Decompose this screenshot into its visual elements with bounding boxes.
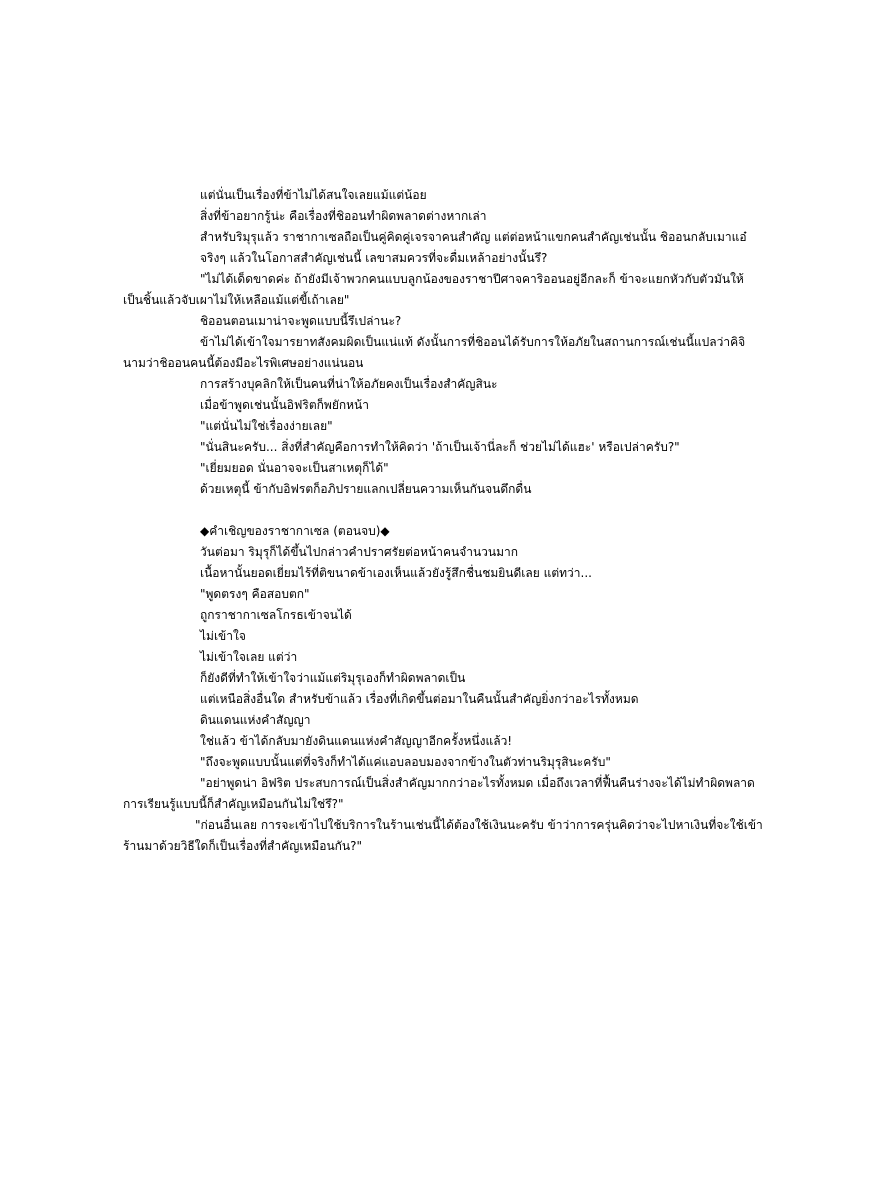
paragraph: สำหรับริมุรุแล้ว ราชากาเซลถือเป็นคู่คิดคู่เจรจาคนสำคัญ แต่ต่อหน้าแขกคนสำคัญเช่นนั้น ชิออนกลับเมาแอ๋ [200, 230, 747, 244]
paragraph: "ถึงจะพูดแบบนั้นแต่ที่จริงก็ทำได้แค่แอบลอบมองจากข้างในตัวท่านริมุรุสินะครับ" [200, 755, 611, 769]
paragraph: "ไม่ได้เด็ดขาดค่ะ ถ้ายังมีเจ้าพวกคนแบบลูกน้องของราชาปีศาจคาริออนอยู่อีกละก็ ข้าจะแยกหัวกับตัวมันให้เป็นชิ้นแล้วจับเผาไม่ให้เหลือแม้แต่ขี้เถ้าเลย" [123, 272, 744, 307]
paragraph: "พูดตรงๆ คือสอบตก" [200, 587, 310, 601]
paragraph: ชิออนตอนเมาน่าจะพูดแบบนี้รึเปล่านะ? [200, 314, 402, 328]
paragraph: ก็ยังดีที่ทำให้เข้าใจว่าแม้แต่ริมุรุเองก็ทำผิดพลาดเป็น [200, 671, 466, 685]
document-body [123, 185, 763, 857]
paragraph: ถูกราชากาเซลโกรธเข้าจนได้ [200, 608, 352, 622]
paragraph: แต่เหนือสิ่งอื่นใด สำหรับข้าแล้ว เรื่องที่เกิดขึ้นต่อมาในคืนนั้นสำคัญยิ่งกว่าอะไรทั้งหมด [200, 692, 639, 706]
paragraph: แต่นั่นเป็นเรื่องที่ข้าไม่ได้สนใจเลยแม้แต่น้อย [200, 188, 427, 202]
paragraph: ด้วยเหตุนี้ ข้ากับอิฟรตก็อภิปรายแลกเปลี่ยนความเห็นกันจนดึกดื่น [200, 482, 532, 496]
paragraph: วันต่อมา ริมุรุก็ได้ขึ้นไปกล่าวคำปราศรัยต่อหน้าคนจำนวนมาก [200, 545, 519, 559]
paragraph: จริงๆ แล้วในโอกาสสำคัญเช่นนี้ เลขาสมควรที่จะดื่มเหล้าอย่างนั้นรึ? [200, 251, 548, 265]
paragraph: "ก่อนอื่นเลย การจะเข้าไปใช้บริการในร้านเช่นนี้ได้ต้องใช้เงินนะครับ ข้าว่าการครุ่นคิดว่าจะไปหาเงินที่จะใช้เข้าร้านมาด้วยวิธีใดก็เป็นเรื่องที่สำคัญเหมือนกัน?" [123, 818, 763, 853]
paragraph: การสร้างบุคลิกให้เป็นคนที่น่าให้อภัยคงเป็นเรื่องสำคัญสินะ [200, 377, 498, 391]
paragraph: เมื่อข้าพูดเช่นนั้นอิฟริตก็พยักหน้า [200, 398, 369, 412]
paragraph: "เยี่ยมยอด นั่นอาจจะเป็นสาเหตุก็ได้" [200, 461, 389, 475]
paragraph: ใช่แล้ว ข้าได้กลับมายังดินแดนแห่งคำสัญญาอีกครั้งหนึ่งแล้ว! [200, 734, 513, 748]
paragraph: สิ่งที่ข้าอยากรู้น่ะ คือเรื่องที่ชิออนทำผิดพลาดต่างหากเล่า [200, 209, 487, 223]
paragraph: "อย่าพูดน่า อิฟริต ประสบการณ์เป็นสิ่งสำคัญมากกว่าอะไรทั้งหมด เมื่อถึงเวลาที่ฟื้นคืนร่างจะได้ไม่ทำผิดพลาด การเรียนรู้แบบนี้ก็สำคัญเหมือนกันไม่ใช่รึ?" [123, 776, 755, 811]
paragraph: "แต่นั่นไม่ใช่เรื่องง่ายเลย" [200, 419, 333, 433]
paragraph: เนื้อหานั้นยอดเยี่ยมไร้ที่ติขนาดข้าเองเห็นแล้วยังรู้สึกชื่นชมยินดีเลย แต่ทว่า... [200, 566, 592, 580]
paragraph: "นั่นสินะครับ... สิ่งที่สำคัญคือการทำให้คิดว่า 'ถ้าเป็นเจ้านี่ละก็ ช่วยไม่ได้แฮะ' หรือเปล่าครับ?" [200, 440, 680, 454]
paragraph: ไม่เข้าใจเลย แต่ว่า [200, 650, 298, 664]
blank-line [123, 500, 763, 521]
section-heading: ◆คำเชิญของราชากาเซล (ตอนจบ)◆ [200, 524, 390, 538]
paragraph: ข้าไม่ได้เข้าใจมารยาทสังคมผิดเป็นแน่แท้ ดังนั้นการที่ชิออนได้รับการให้อภัยในสถานการณ์เช่นนี้แปลว่าคิจินามว่าชิออนคนนี้ต้องมีอะไรพิเศษอย่างแน่นอน [123, 335, 746, 370]
paragraph: ดินแดนแห่งคำสัญญา [200, 713, 311, 727]
paragraph: ไม่เข้าใจ [200, 629, 246, 643]
